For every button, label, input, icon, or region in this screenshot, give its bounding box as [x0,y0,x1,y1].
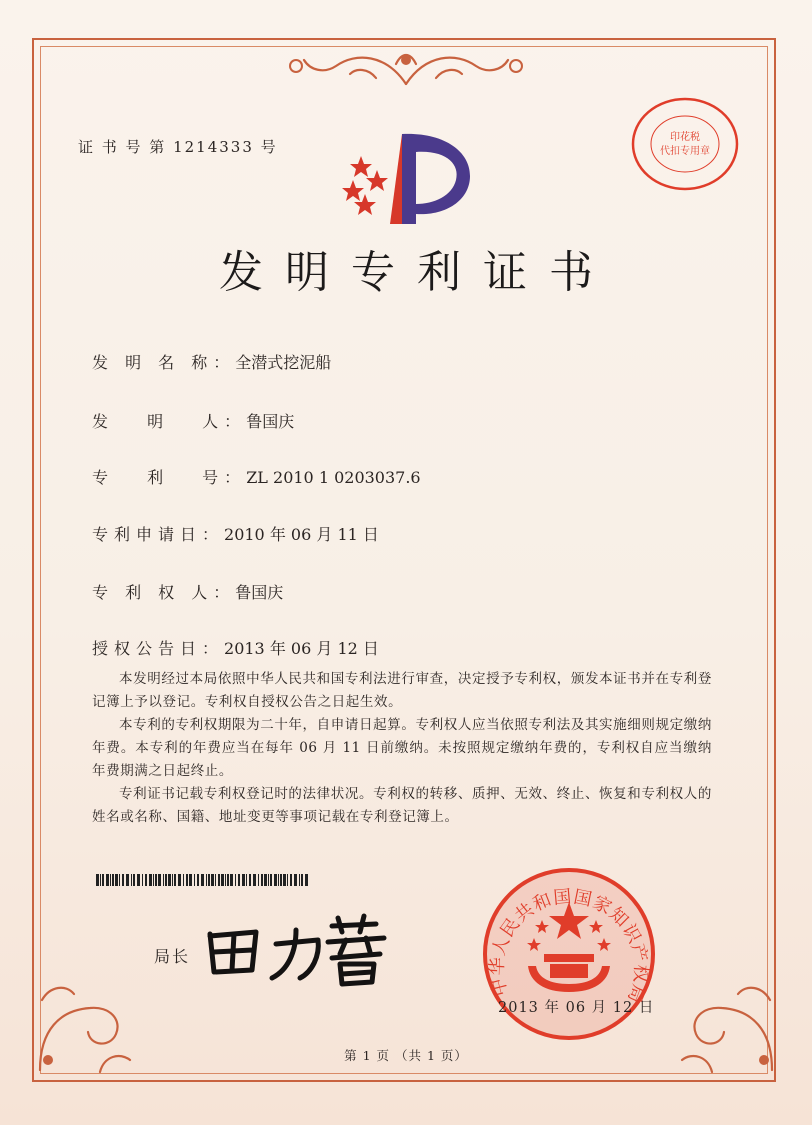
field-value: ZL 2010 1 0203037.6 [246,468,421,487]
tax-stamp-icon [630,96,740,192]
barcode-icon [96,874,310,886]
notice-paragraph: 本发明经过本局依照中华人民共和国专利法进行审查，决定授予专利权，颁发本证书并在专利登记簿上予以登记。专利权自授权公告之日起生效。 [92,671,712,710]
top-ornament-icon [276,44,536,94]
field-patent-number [92,465,421,488]
notice-paragraph: 本专利的专利权期限为二十年，自申请日起算。专利权人应当依照专利法及其实施细则规定缴纳年费。本专利的年费应当在每年 06 月 11 日前缴纳。未按照规定缴纳年费的，专利权自应当缴纳年费期满之日起终止。 [92,717,712,779]
field-label: 授权公告日： [92,639,225,658]
field-invention-name [92,350,331,373]
certificate-notice [92,668,712,829]
field-value: 2010 年 06 月 11 日 [224,525,379,544]
field-inventor [92,409,294,432]
tax-stamp-inner-text: 印花税 [670,132,700,143]
tax-stamp-inner-text: 代扣专用章 [660,146,710,157]
certificate-number: 证 书 号 第 1214333 号 [78,138,278,156]
seal-date: 2013 年 06 月 12 日 [498,1000,655,1016]
director-label: 局长 [154,947,191,966]
field-label: 发 明 人： [92,412,247,431]
field-value: 鲁国庆 [246,412,295,431]
field-grant-date [92,636,379,659]
field-application-date [92,522,379,545]
seal-text: 中华人民共和国国家知识产权局 [486,886,652,1007]
field-value: 全潜式挖泥船 [235,353,332,372]
director-signature [200,912,390,988]
field-value: 鲁国庆 [235,583,284,602]
field-patentee [92,580,283,603]
field-label: 发 明 名 称： [92,353,236,372]
page-title: 发明专利证书 [219,247,615,298]
field-label: 专利申请日： [92,525,225,544]
notice-paragraph: 专利证书记载专利权登记时的法律状况。专利权的转移、质押、无效、终止、恢复和专利权人的姓名或名称、国籍、地址变更等事项记载在专利登记簿上。 [92,786,712,825]
page-number: 第 1 页 （共 1 页） [344,1048,468,1063]
field-label: 专 利 权 人： [92,583,236,602]
field-value: 2013 年 06 月 12 日 [224,639,379,658]
sipo-logo-icon [336,128,476,228]
field-label: 专 利 号： [92,468,247,487]
